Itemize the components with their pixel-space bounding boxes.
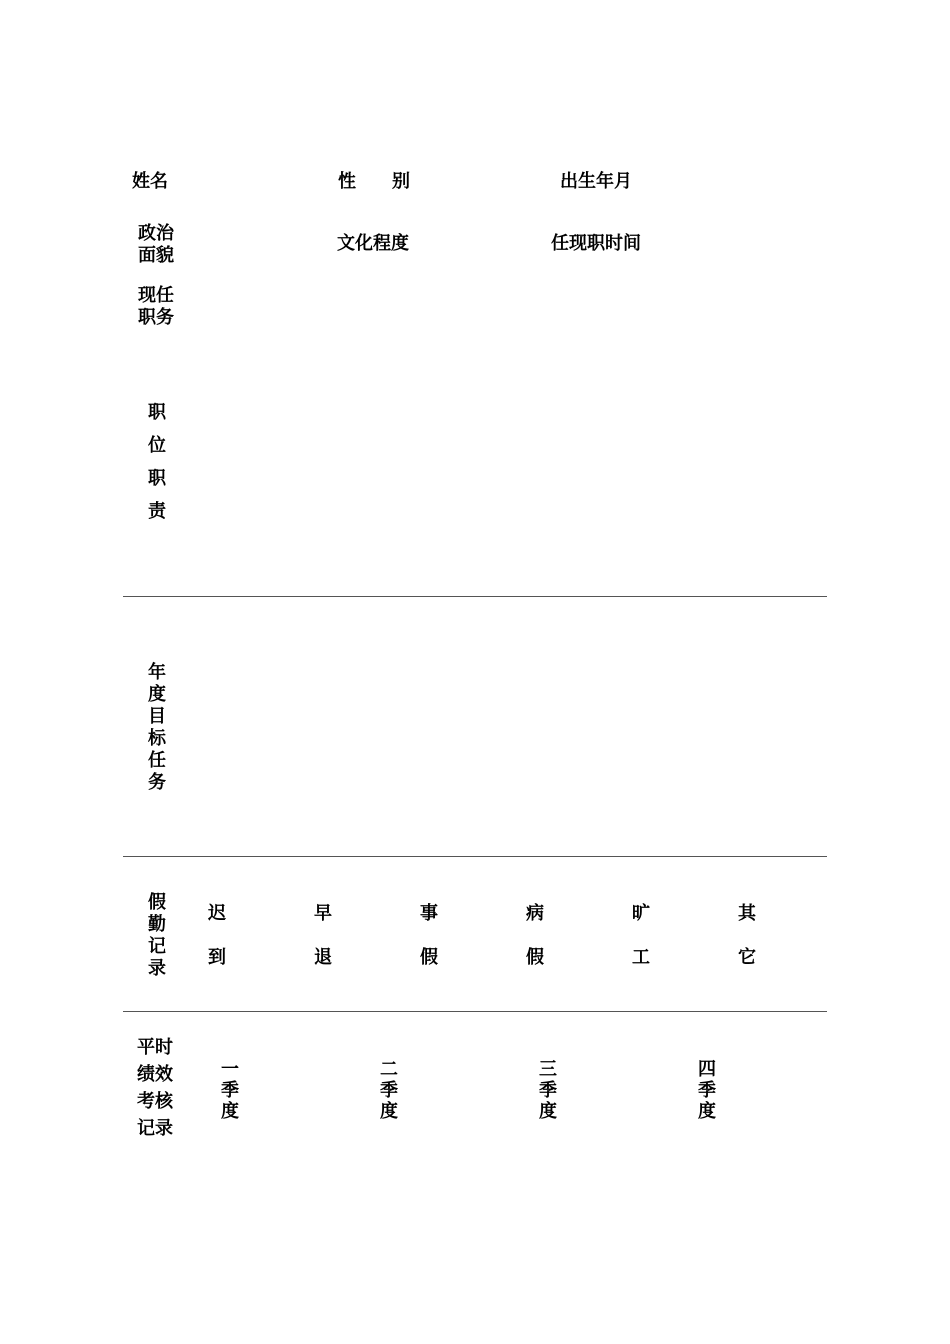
section-divider <box>123 1011 827 1012</box>
birth-date-label: 出生年月 <box>560 171 632 192</box>
quarter-1-label: 一季度 <box>221 1059 239 1122</box>
attendance-column-top: 旷 <box>632 903 650 924</box>
tenure-label: 任现职时间 <box>551 233 641 254</box>
attendance-column-top: 事 <box>420 903 438 924</box>
name-label: 姓名 <box>132 171 168 192</box>
attendance-column-top: 早 <box>314 903 332 924</box>
quarter-4-label: 四季度 <box>698 1059 716 1122</box>
attendance-column-bottom: 退 <box>314 947 332 968</box>
quarter-3-label: 三季度 <box>539 1059 557 1122</box>
attendance-column-bottom: 工 <box>632 947 650 968</box>
section-divider <box>123 856 827 857</box>
attendance-label: 假勤记录 <box>148 892 166 979</box>
attendance-column-top: 其 <box>738 903 756 924</box>
annual-goals-label: 年度目标任务 <box>148 662 166 793</box>
quarter-2-label: 二季度 <box>380 1059 398 1122</box>
current-position-label: 现任职务 <box>138 285 174 328</box>
section-divider <box>123 596 827 597</box>
job-duties-label: 职位职责 <box>148 402 166 522</box>
attendance-column-bottom: 假 <box>420 947 438 968</box>
attendance-column-top: 病 <box>526 903 544 924</box>
political-status-label: 政治面貌 <box>138 223 174 266</box>
performance-record-label: 平时绩效考核记录 <box>137 1037 173 1139</box>
attendance-column-bottom: 到 <box>208 947 226 968</box>
attendance-column-bottom: 假 <box>526 947 544 968</box>
gender-label: 性 别 <box>338 171 410 192</box>
attendance-column-bottom: 它 <box>738 947 756 968</box>
attendance-column-top: 迟 <box>208 903 226 924</box>
education-label: 文化程度 <box>337 233 409 254</box>
